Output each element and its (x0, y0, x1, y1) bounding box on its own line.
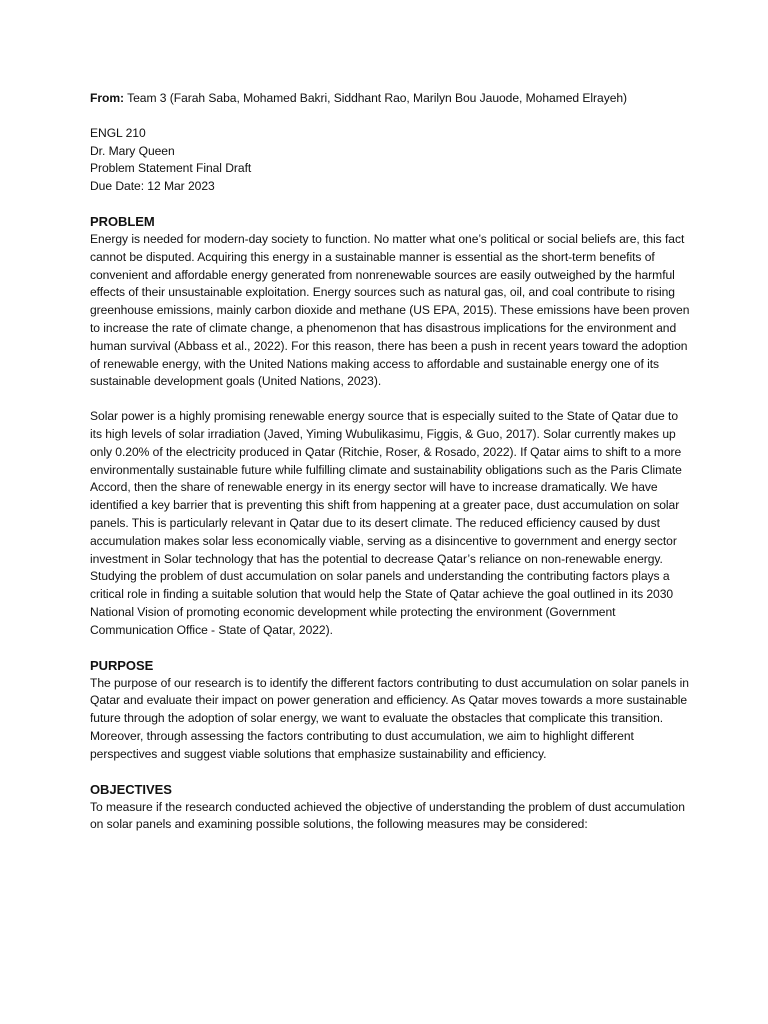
document-type: Problem Statement Final Draft (90, 161, 252, 176)
purpose-section (90, 657, 690, 764)
from-label: From: (90, 91, 125, 105)
from-text: Team 3 (Farah Saba, Mohamed Bakri, Siddhant Rao, Marilyn Bou Jauode, Mohamed Elrayeh) (127, 91, 628, 105)
memo-meta-block (90, 125, 690, 196)
objectives-section (90, 781, 690, 835)
problem-paragraph-2: Solar power is a highly promising renewable energy source that is especially suited to the State of Qatar due to its high levels of solar irradiation (Javed, Yiming Wubulikasimu, Figgis, & Guo, 2017). Solar currently makes up only 0.20% of the electricity produced in Qatar (Ritchie, Roser, & Rosado, 2022). If Qatar aims to shift to a more environmentally sustainable future while fulfilling climate and sustainability obligations such as the Paris Climate Accord, then the share of renewable energy in its energy sector will have to increase dramatically. We have identified a key barrier that is preventing this shift from happening at a greater pace, dust accumulation on solar panels. This is particularly relevant in Qatar due to its desert climate. The reduced efficiency caused by dust accumulation makes solar less economically viable, serving as a disincentive to government and energy sector investment in Solar technology that has the potential to decrease Qatar’s reliance on non-renewable energy. Studying the problem of dust accumulation on solar panels and understanding the contributing factors plays a critical role in finding a suitable solution that would help the State of Qatar achieve the goal outlined in its 2030 National Vision of promoting economic development while protecting the environment (Government Communication Office - State of Qatar, 2022). (90, 409, 682, 637)
document-page (90, 90, 690, 834)
problem-section (90, 213, 690, 640)
objectives-heading: OBJECTIVES (90, 781, 172, 797)
objectives-paragraph-1: To measure if the research conducted achieved the objective of understanding the problem of dust accumulation on solar panels and examining possible solutions, the following measures may be considered: (90, 799, 685, 832)
purpose-paragraph-1: The purpose of our research is to identify the different factors contributing to dust accumulation on solar panels in Qatar and evaluate their impact on power generation and efficiency. As Qatar moves towards a more sustainable future through the adoption of solar energy, we want to evaluate the obstacles that complicate this transition. Moreover, through assessing the factors contributing to dust accumulation, we aim to highlight different perspectives and suggest viable solutions that emphasize sustainability and efficiency. (90, 675, 689, 761)
due-date: Due Date: 12 Mar 2023 (90, 179, 215, 194)
course-code: ENGL 210 (90, 125, 146, 140)
problem-paragraph-1: Energy is needed for modern-day society to function. No matter what one’s political or social beliefs are, this fact cannot be disputed. Acquiring this energy in a sustainable manner is essential as the short-term benefits of convenient and affordable energy generated from nonrenewable sources are easily outweighed by the harmful effects of their unsustainable exploitation. Energy sources such as natural gas, oil, and coal contribute to rising greenhouse emissions, mainly carbon dioxide and methane (US EPA, 2015). These emissions have been proven to increase the rate of climate change, a phenomenon that has disastrous implications for the environment and human survival (Abbass et al., 2022). For this reason, there has been a push in recent years toward the adoption of renewable energy, with the United Nations making access to affordable and sustainable energy one of its sustainable development goals (United Nations, 2023). (90, 231, 690, 389)
purpose-heading: PURPOSE (90, 657, 154, 673)
problem-heading: PROBLEM (90, 213, 155, 229)
instructor-name: Dr. Mary Queen (90, 143, 175, 158)
from-line (90, 90, 690, 108)
